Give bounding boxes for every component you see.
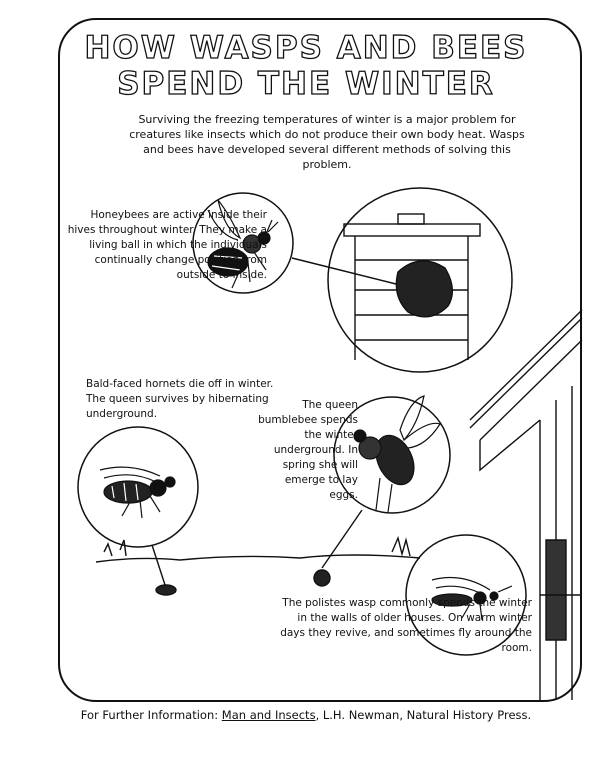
footer-citation <box>0 708 612 722</box>
ground-scene <box>96 510 420 595</box>
honeybees-text: Honeybees are active inside their hives throughout winter. They make a living ball in which the individuals continually change position from outside to inside. <box>67 209 267 281</box>
title-line-1: HOW WASPS AND BEES <box>84 30 528 66</box>
footer-prefix: For Further Information: <box>80 708 219 722</box>
footer-book-title: Man and Insects <box>221 708 316 722</box>
hornet-drawing <box>100 467 175 518</box>
title-line-2: SPEND THE WINTER <box>117 66 495 102</box>
hive-box <box>344 214 480 360</box>
footer-rest: , L.H. Newman, Natural History Press. <box>315 708 532 722</box>
hornets-text: Bald-faced hornets die off in winter. The queen survives by hibernating underground. <box>86 378 274 420</box>
bumblebee-drawing <box>354 396 440 512</box>
intro-text: Surviving the freezing temperatures of winter is a major problem for creatures like insects which do not produce their own body heat. Wasps and bees have developed several different methods of solving this problem. <box>129 113 525 171</box>
bumblebee-text: The queen bumblebee spends the winter underground. In spring she will emerge to lay eggs. <box>258 399 358 501</box>
polistes-text: The polistes wasp commonly spends the winter in the walls of older houses. On warm winter days they revive, and sometimes fly around the room. <box>280 597 532 654</box>
